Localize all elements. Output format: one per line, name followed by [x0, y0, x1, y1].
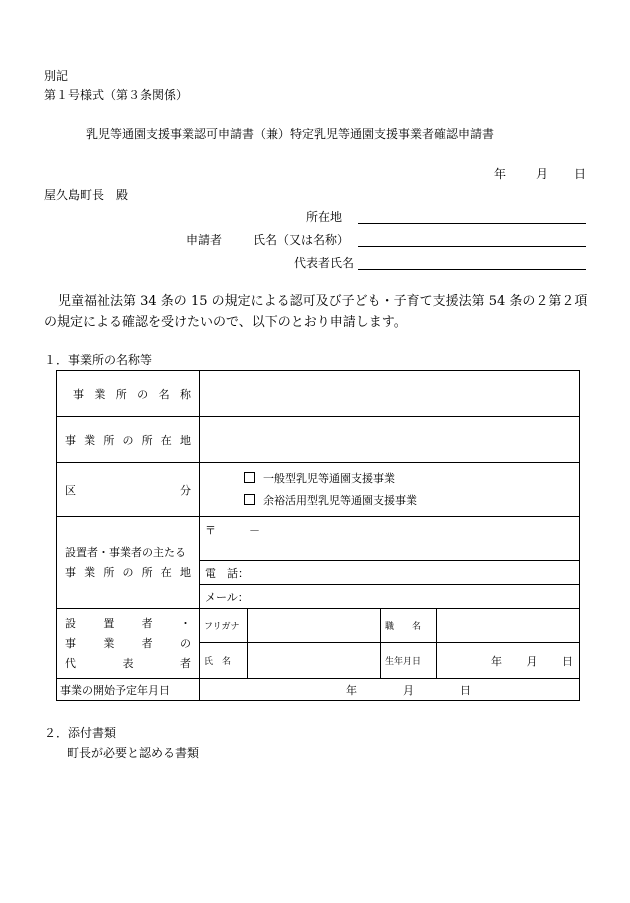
body-line-2: の規定による確認を受けたいので、以下のとおり申請します。 — [44, 315, 407, 330]
main-location-label: 設置者・事業者の主たる 事 業 所 の 所 在 地 — [57, 517, 200, 609]
representative-label: 代表者氏名 — [294, 256, 355, 270]
mail-label: メール： — [205, 590, 249, 604]
body-line-1: 児童福祉法第 34 条の 15 の規定による認可及び子ども・子育て支援法第 54 条の２第２項 — [58, 294, 588, 309]
date-month-label: 月 — [536, 167, 549, 181]
section1-heading: １．事業所の名称等 — [44, 353, 153, 367]
date-day-label: 日 — [574, 167, 587, 181]
name-line — [358, 246, 586, 247]
applicant-label: 申請者 — [186, 233, 223, 247]
location-line — [358, 223, 586, 224]
shimei-label: 氏 名 — [200, 643, 248, 679]
furigana-field[interactable] — [248, 609, 381, 643]
furigana-label: フリガナ — [200, 609, 248, 643]
facility-table — [56, 370, 580, 701]
rep-name-field[interactable] — [248, 643, 381, 679]
birthdate-field[interactable]: 年 月 日 — [437, 643, 580, 679]
mail-field[interactable] — [200, 585, 580, 609]
section2-heading: ２．添付書類 — [44, 726, 117, 740]
representative-line — [358, 269, 586, 270]
post-field[interactable] — [437, 609, 580, 643]
postal-label: 〒 － — [205, 524, 260, 537]
start-date-field[interactable]: 年 月 日 — [200, 679, 580, 701]
bekki-label: 別記 — [44, 69, 69, 83]
representative-block-label: 設 置 者 ・ 事 業 者 の 代 表 者 — [57, 609, 200, 679]
facility-location-label: 事 業 所 の 所 在 地 — [57, 417, 200, 463]
checkbox-surplus[interactable] — [244, 494, 255, 505]
category-options — [200, 463, 580, 517]
form-title: 乳児等通園支援事業認可申請書（兼）特定乳児等通園支援事業者確認申請書 — [86, 127, 495, 141]
birthdate-label: 生年月日 — [381, 643, 437, 679]
facility-name-label: 事 業 所 の 名 称 — [57, 371, 200, 417]
date-year-label: 年 — [494, 167, 507, 181]
form-number: 第１号様式（第３条関係） — [44, 88, 189, 102]
attachment-item: 町長が必要と認める書類 — [67, 746, 200, 760]
facility-location-field[interactable] — [200, 417, 580, 463]
option-general[interactable]: 一般型乳児等通園支援事業 — [244, 468, 579, 490]
checkbox-general[interactable] — [244, 472, 255, 483]
phone-label: 電 話： — [205, 566, 249, 580]
name-label: 氏名（又は名称） — [253, 233, 350, 247]
facility-name-field[interactable] — [200, 371, 580, 417]
postal-field[interactable] — [200, 517, 580, 561]
option-surplus[interactable]: 余裕活用型乳児等通園支援事業 — [244, 490, 579, 512]
post-label: 職 名 — [381, 609, 437, 643]
category-label: 区 分 — [57, 463, 200, 517]
phone-field[interactable] — [200, 561, 580, 585]
start-date-label: 事業の開始予定年月日 — [57, 679, 200, 701]
addressee: 屋久島町長 殿 — [44, 188, 129, 202]
location-label: 所在地 — [306, 210, 343, 224]
